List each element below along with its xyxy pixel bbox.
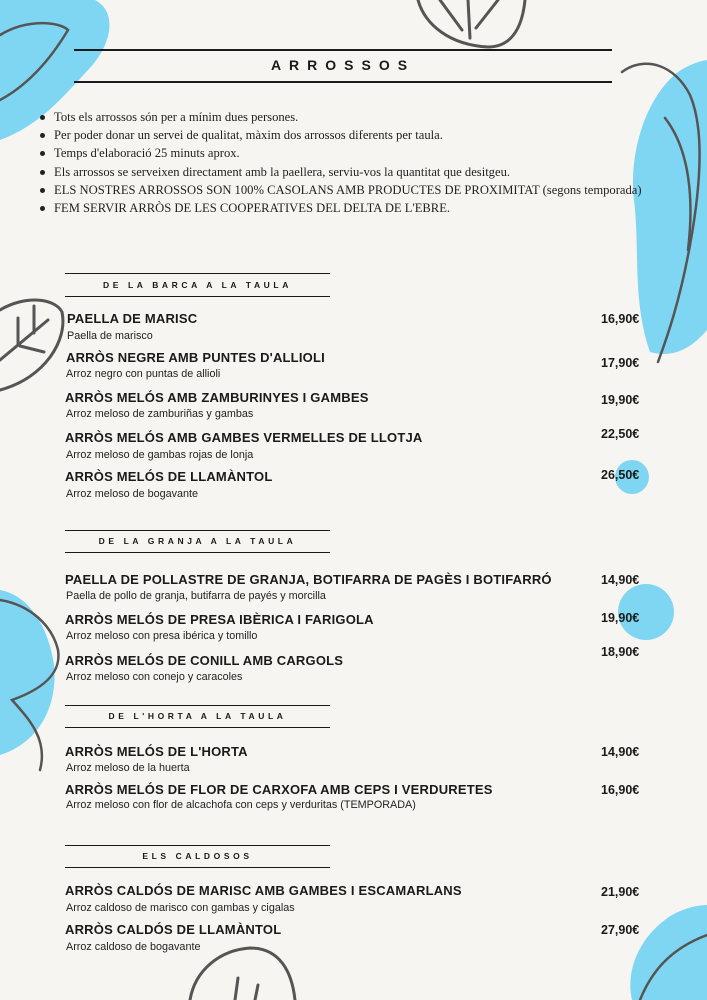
dish-price: 17,90€ <box>601 356 640 370</box>
dish-description: Arroz negro con puntas de allioli <box>66 368 221 380</box>
page-title: ARROSSOS <box>270 57 416 73</box>
section-title: DE LA GRANJA A LA TAULA <box>98 536 297 546</box>
dish-name: ARRÒS MELÓS DE LLAMÀNTOL <box>65 469 273 484</box>
dish-description: Arroz caldoso de bogavante <box>66 941 201 953</box>
dish-description: Arroz meloso con flor de alcachofa con ceps y verduritas (TEMPORADA) <box>66 799 416 811</box>
dish-price: 26,50€ <box>601 468 640 482</box>
section-title: ELS CALDOSOS <box>142 851 253 861</box>
dish-description: Arroz meloso de la huerta <box>66 762 190 774</box>
dish-price: 16,90€ <box>601 783 640 797</box>
dish-price: 16,90€ <box>601 312 640 326</box>
dish-description: Paella de pollo de granja, butifarra de payés y morcilla <box>66 590 326 602</box>
section-rule-top <box>65 705 330 706</box>
dish-name: ARRÒS MELÓS DE L'HORTA <box>65 744 248 759</box>
notes-list <box>36 108 696 217</box>
section-rule-top <box>65 845 330 846</box>
dish-description: Arroz meloso con conejo y caracoles <box>66 671 243 683</box>
dish-name: ARRÒS CALDÓS DE LLAMÀNTOL <box>65 922 282 937</box>
note-item: ELS NOSTRES ARROSSOS SON 100% CASOLANS AMB PRODUCTES DE PROXIMITAT (segons temporada) <box>36 181 696 199</box>
section-rule-top <box>65 530 330 531</box>
dish-name: PAELLA DE MARISC <box>67 311 198 326</box>
dish-price: 14,90€ <box>601 745 640 759</box>
dish-description: Arroz meloso de bogavante <box>66 488 199 500</box>
note-item: Tots els arrossos són per a mínim dues persones. <box>36 108 696 126</box>
section-rule-bottom <box>65 296 330 297</box>
dish-price: 19,90€ <box>601 611 640 625</box>
section-rule-bottom <box>65 727 330 728</box>
note-item: FEM SERVIR ARRÒS DE LES COOPERATIVES DEL DELTA DE L'EBRE. <box>36 199 696 217</box>
dish-description: Arroz meloso con presa ibérica y tomillo <box>66 630 258 642</box>
dish-name: ARRÒS MELÓS DE FLOR DE CARXOFA AMB CEPS I VERDURETES <box>65 782 493 797</box>
dish-price: 18,90€ <box>601 645 640 659</box>
note-item: Els arrossos se serveixen directament amb la paellera, serviu-vos la quantitat que desitgeu. <box>36 163 696 181</box>
dish-name: PAELLA DE POLLASTRE DE GRANJA, BOTIFARRA DE PAGÈS I BOTIFARRÓ <box>65 572 552 587</box>
dish-description: Arroz meloso de zamburiñas y gambas <box>66 408 254 420</box>
dish-description: Arroz meloso de gambas rojas de lonja <box>66 449 254 461</box>
dish-description: Paella de marisco <box>67 330 153 342</box>
section-rule-bottom <box>65 552 330 553</box>
title-rule-top <box>74 49 612 51</box>
dish-name: ARRÒS MELÓS AMB ZAMBURINYES I GAMBES <box>65 390 369 405</box>
dish-description: Arroz caldoso de marisco con gambas y cigalas <box>66 902 295 914</box>
note-item: Per poder donar un servei de qualitat, màxim dos arrossos diferents per taula. <box>36 126 696 144</box>
section-title: DE LA BARCA A LA TAULA <box>103 280 292 290</box>
dish-price: 27,90€ <box>601 923 640 937</box>
dish-name: ARRÒS MELÓS DE PRESA IBÈRICA I FARIGOLA <box>65 612 374 627</box>
dish-price: 22,50€ <box>601 427 640 441</box>
dish-name: ARRÒS NEGRE AMB PUNTES D'ALLIOLI <box>66 350 325 365</box>
dish-price: 19,90€ <box>601 393 640 407</box>
dish-price: 21,90€ <box>601 885 640 899</box>
section-rule-bottom <box>65 867 330 868</box>
dish-name: ARRÒS MELÓS DE CONILL AMB CARGOLS <box>65 653 344 668</box>
dish-name: ARRÒS MELÓS AMB GAMBES VERMELLES DE LLOTJA <box>65 430 423 445</box>
dish-price: 14,90€ <box>601 573 640 587</box>
section-title: DE L'HORTA A LA TAULA <box>108 711 287 721</box>
dish-name: ARRÒS CALDÓS DE MARISC AMB GAMBES I ESCAMARLANS <box>65 883 462 898</box>
note-item: Temps d'elaboració 25 minuts aprox. <box>36 144 696 162</box>
section-rule-top <box>65 273 330 274</box>
title-rule-bottom <box>74 81 612 83</box>
